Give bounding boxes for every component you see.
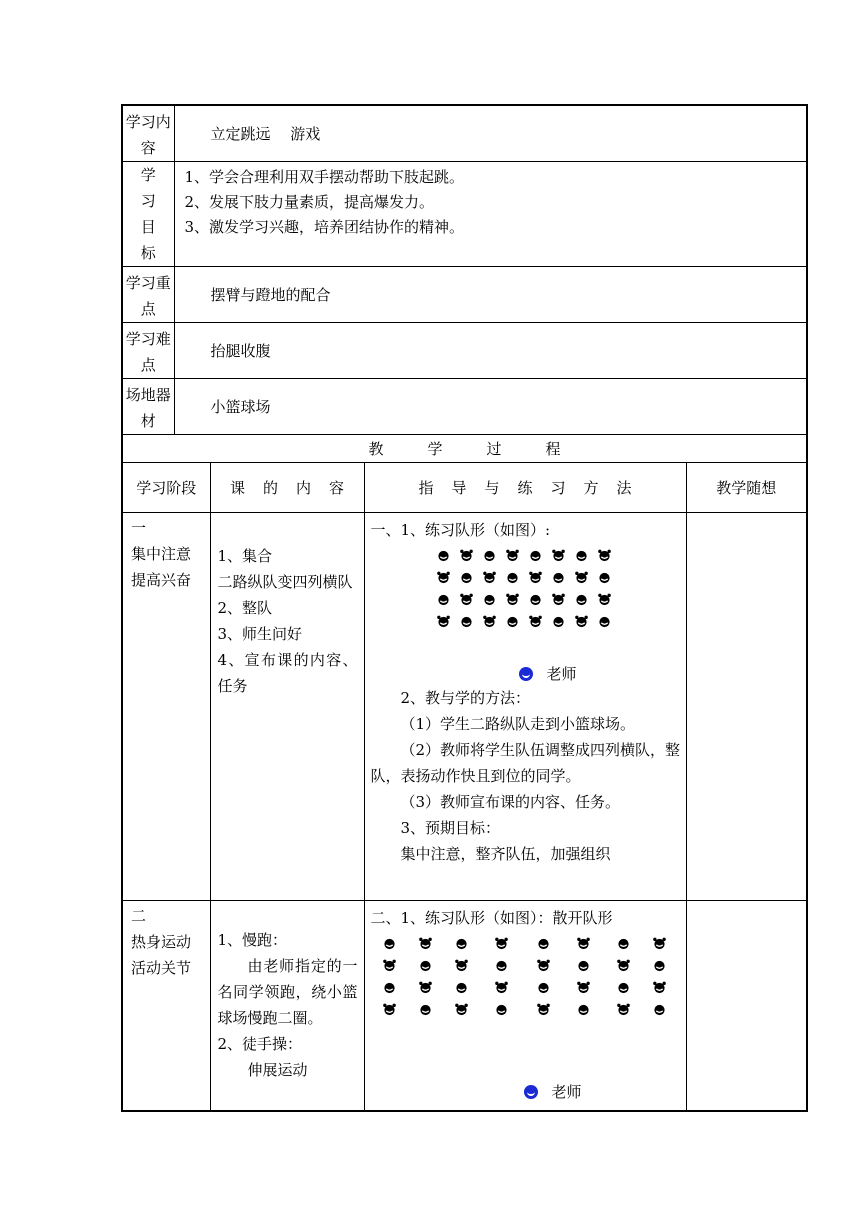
boy-face-icon	[437, 549, 450, 562]
boy-face-icon	[460, 615, 473, 628]
girl-face-icon	[577, 937, 590, 950]
value-equipment: 小篮球场	[174, 379, 807, 435]
girl-face-icon	[529, 615, 542, 628]
boy-face-icon	[537, 981, 550, 994]
girl-face-icon	[575, 615, 588, 628]
boy-face-icon	[437, 593, 450, 606]
stage-1-notes	[686, 513, 807, 901]
girl-face-icon	[437, 571, 450, 584]
section-title: 教 学 过 程	[122, 435, 807, 463]
row-key-point	[122, 267, 807, 323]
row-goals	[122, 162, 807, 267]
teacher-face-icon	[519, 667, 533, 681]
boy-face-icon	[598, 571, 611, 584]
girl-face-icon	[483, 615, 496, 628]
goal-item: 2、发展下肢力量素质，提高爆发力。	[184, 193, 435, 211]
girl-face-icon	[537, 959, 550, 972]
girl-face-icon	[483, 571, 496, 584]
row-stage-1	[122, 513, 807, 901]
boy-face-icon	[575, 549, 588, 562]
girl-face-icon	[495, 937, 508, 950]
stage-2-method: 二、1、练习队形（如图）：散开队形 老师	[364, 901, 686, 1111]
goal-item: 3、激发学习兴趣，培养团结协作的精神。	[184, 218, 465, 236]
boy-face-icon	[577, 959, 590, 972]
boy-face-icon	[495, 959, 508, 972]
boy-face-icon	[455, 937, 468, 950]
girl-face-icon	[455, 1003, 468, 1016]
boy-face-icon	[577, 1003, 590, 1016]
girl-face-icon	[437, 615, 450, 628]
header-method: 指 导 与 练 习 方 法	[364, 463, 686, 513]
label-content: 学习内容	[122, 105, 174, 162]
girl-face-icon	[506, 593, 519, 606]
header-content: 课 的 内 容	[210, 463, 364, 513]
stage-2-content: 1、慢跑： 由老师指定的一名同学领跑，绕小篮球场慢跑二圈。 2、徒手操： 伸展运动	[210, 901, 364, 1111]
girl-face-icon	[419, 981, 432, 994]
girl-face-icon	[552, 593, 565, 606]
girl-face-icon	[577, 981, 590, 994]
girl-face-icon	[552, 549, 565, 562]
row-difficulty	[122, 323, 807, 379]
goal-item: 1、学会合理利用双手摆动帮助下肢起跳。	[184, 168, 465, 186]
girl-face-icon	[575, 571, 588, 584]
girl-face-icon	[617, 959, 630, 972]
lesson-plan-table	[121, 104, 808, 1112]
header-stage: 学习阶段	[122, 463, 210, 513]
boy-face-icon	[455, 981, 468, 994]
girl-face-icon	[383, 1003, 396, 1016]
girl-face-icon	[419, 937, 432, 950]
value-content: 立定跳远 游戏	[174, 105, 807, 162]
girl-face-icon	[460, 549, 473, 562]
label-goals: 学 习 目 标	[122, 162, 174, 267]
header-notes: 教学随想	[686, 463, 807, 513]
value-goals	[174, 162, 807, 267]
boy-face-icon	[483, 593, 496, 606]
teacher-face-icon	[524, 1085, 538, 1099]
stage-2-label: 二 热身运动 活动关节	[122, 901, 210, 1111]
boy-face-icon	[483, 549, 496, 562]
label-key-point: 学习重点	[122, 267, 174, 323]
girl-face-icon	[506, 549, 519, 562]
girl-face-icon	[495, 981, 508, 994]
girl-face-icon	[617, 1003, 630, 1016]
boy-face-icon	[552, 615, 565, 628]
teacher-marker: 老师	[519, 661, 577, 687]
girl-face-icon	[460, 593, 473, 606]
boy-face-icon	[506, 571, 519, 584]
row-content	[122, 105, 807, 162]
stage-1-method: 一、1、练习队形（如图）: 老师 2、教与学的方法： （1）学生二路纵队走到小篮球场。 （2）教师将学生队伍调整成四列横队，整队，表扬动作快且到位的同学。 （3）教师宣布课的内容、任务。 3、预期目标： 集中注意，整齐队伍，加强组织	[364, 513, 686, 901]
formation-diagram-rows	[371, 543, 682, 685]
row-equipment	[122, 379, 807, 435]
row-headers	[122, 463, 807, 513]
girl-face-icon	[537, 1003, 550, 1016]
boy-face-icon	[529, 549, 542, 562]
girl-face-icon	[598, 593, 611, 606]
formation-diagram-scattered	[371, 931, 682, 1101]
girl-face-icon	[653, 937, 666, 950]
boy-face-icon	[653, 959, 666, 972]
label-difficulty: 学习难点	[122, 323, 174, 379]
boy-face-icon	[529, 593, 542, 606]
boy-face-icon	[575, 593, 588, 606]
boy-face-icon	[552, 571, 565, 584]
boy-face-icon	[419, 959, 432, 972]
boy-face-icon	[383, 981, 396, 994]
boy-face-icon	[419, 1003, 432, 1016]
boy-face-icon	[460, 571, 473, 584]
boy-face-icon	[598, 615, 611, 628]
stage-2-notes	[686, 901, 807, 1111]
girl-face-icon	[653, 981, 666, 994]
boy-face-icon	[653, 1003, 666, 1016]
boy-face-icon	[617, 937, 630, 950]
stage-1-label: 一 集中注意 提高兴奋	[122, 513, 210, 901]
girl-face-icon	[455, 959, 468, 972]
teacher-marker: 老师	[524, 1079, 582, 1105]
label-equipment: 场地器材	[122, 379, 174, 435]
boy-face-icon	[617, 981, 630, 994]
girl-face-icon	[383, 959, 396, 972]
value-difficulty: 抬腿收腹	[174, 323, 807, 379]
row-stage-2	[122, 901, 807, 1111]
value-key-point: 摆臂与蹬地的配合	[174, 267, 807, 323]
boy-face-icon	[506, 615, 519, 628]
girl-face-icon	[598, 549, 611, 562]
row-section-title	[122, 435, 807, 463]
girl-face-icon	[529, 571, 542, 584]
boy-face-icon	[537, 937, 550, 950]
boy-face-icon	[495, 1003, 508, 1016]
stage-1-content: 1、集合 二路纵队变四列横队 2、整队 3、师生问好 4、宣布课的内容、任务	[210, 513, 364, 901]
boy-face-icon	[383, 937, 396, 950]
